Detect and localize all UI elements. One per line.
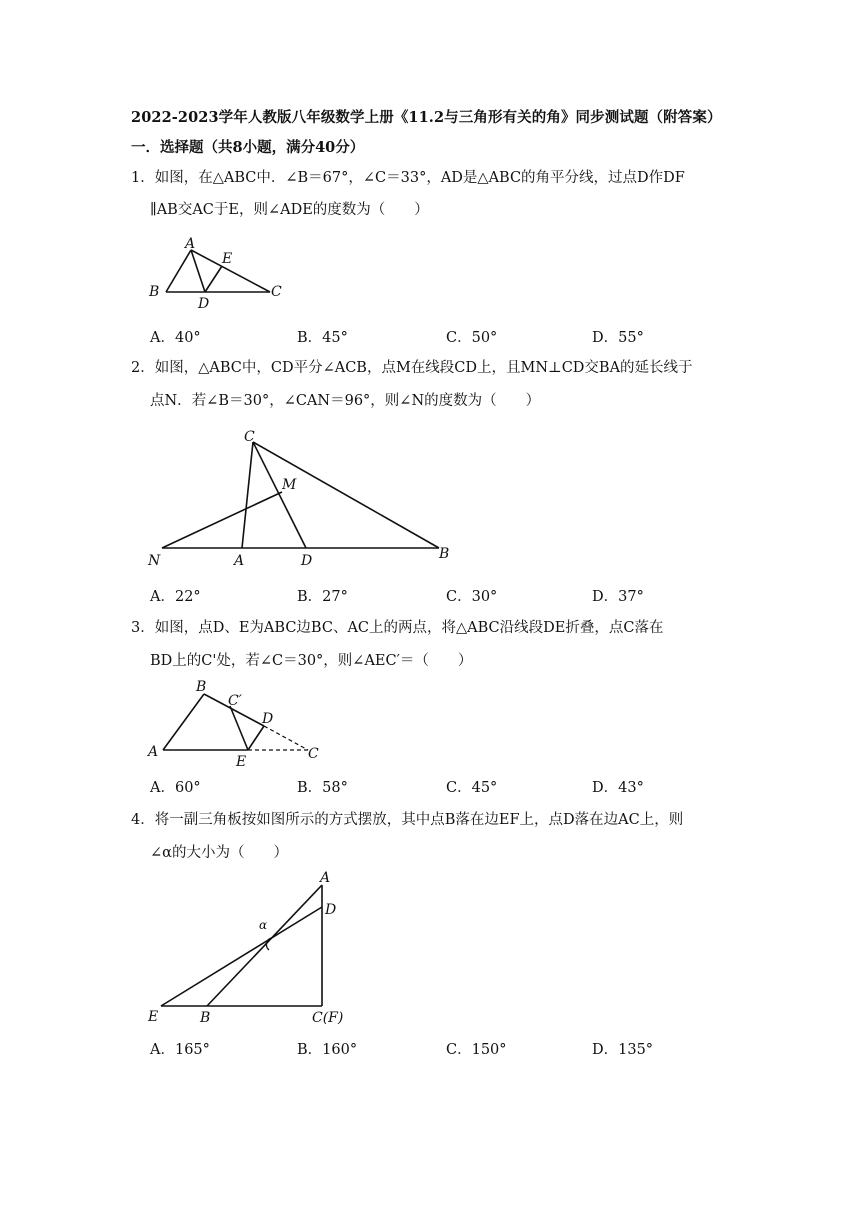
point-label-c: C xyxy=(271,284,282,300)
point-label-d: D xyxy=(262,711,274,727)
q4-option-a[interactable]: A．165° xyxy=(150,1042,210,1058)
point-label-a: A xyxy=(148,744,159,760)
q3-option-d[interactable]: D．43° xyxy=(592,780,644,796)
question-4-figure xyxy=(140,865,370,1030)
question-3-line-1: 3．如图，点D、E为ABC边BC、AC上的两点，将△ABC沿线段DE折叠，点C落在 xyxy=(131,620,664,636)
question-1-figure xyxy=(140,230,300,312)
question-4-line-2: ∠α的大小为（ ） xyxy=(150,845,288,861)
q2-option-b[interactable]: B．27° xyxy=(297,589,348,605)
question-4-line-1: 4．将一副三角板按如图所示的方式摆放，其中点B落在边EF上，点D落在边AC上，则 xyxy=(131,812,684,828)
angle-label-alpha: α xyxy=(259,918,268,932)
segment-ca xyxy=(242,442,253,548)
q3-option-b[interactable]: B．58° xyxy=(297,780,348,796)
q1-option-a[interactable]: A．40° xyxy=(150,330,201,346)
q1-option-d[interactable]: D．55° xyxy=(592,330,644,346)
point-label-c: C xyxy=(308,746,319,762)
q3-option-c[interactable]: C．45° xyxy=(446,780,498,796)
point-label-e: E xyxy=(236,754,247,770)
question-3-figure xyxy=(140,675,340,770)
q2-option-c[interactable]: C．30° xyxy=(446,589,498,605)
question-2-figure xyxy=(140,425,460,570)
point-label-n: N xyxy=(148,553,161,569)
q4-option-b[interactable]: B．160° xyxy=(297,1042,358,1058)
point-label-e: E xyxy=(222,251,233,267)
question-2-line-2: 点N．若∠B＝30°，∠CAN＝96°，则∠N的度数为（ ） xyxy=(150,393,541,409)
point-label-a: A xyxy=(185,236,196,252)
point-label-a: A xyxy=(234,553,245,569)
point-label-b: B xyxy=(149,284,160,300)
question-3-line-2: BD上的C'处，若∠C＝30°，则∠AEC′＝（ ） xyxy=(150,653,473,669)
point-label-b: B xyxy=(200,1010,211,1026)
point-label-a: A xyxy=(320,870,331,886)
question-1-line-2: ∥AB交AC于E，则∠ADE的度数为（ ） xyxy=(150,202,429,218)
point-label-cf: C(F) xyxy=(312,1010,344,1026)
segment-dc-dashed xyxy=(264,726,308,750)
point-label-m: M xyxy=(282,477,297,493)
point-label-e: E xyxy=(148,1009,159,1025)
segment-de xyxy=(248,726,264,750)
q3-option-a[interactable]: A．60° xyxy=(150,780,201,796)
point-label-b: B xyxy=(196,679,207,695)
q1-option-c[interactable]: C．50° xyxy=(446,330,498,346)
point-label-d: D xyxy=(301,553,313,569)
segment-cb xyxy=(253,442,439,548)
point-label-b: B xyxy=(439,546,450,562)
q1-option-b[interactable]: B．45° xyxy=(297,330,348,346)
segment-ed xyxy=(161,907,322,1006)
q4-option-d[interactable]: D．135° xyxy=(592,1042,654,1058)
q2-option-a[interactable]: A．22° xyxy=(150,589,201,605)
question-1-line-1: 1．如图，在△ABC中．∠B＝67°，∠C＝33°，AD是△ABC的角平分线，过点D作DF xyxy=(131,170,685,186)
q2-option-d[interactable]: D．37° xyxy=(592,589,644,605)
segment-ab xyxy=(163,694,204,750)
segment-nm xyxy=(162,492,282,548)
segment-ab xyxy=(166,250,191,292)
section-heading: 一．选择题（共8小题，满分40分） xyxy=(131,139,365,156)
question-2-line-1: 2．如图，△ABC中，CD平分∠ACB，点M在线段CD上，且MN⊥CD交BA的延长线于 xyxy=(131,360,693,376)
segment-ba xyxy=(207,885,322,1006)
segment-de xyxy=(205,266,222,292)
document-title: 2022-2023学年人教版八年级数学上册《11.2与三角形有关的角》同步测试题（附答案） xyxy=(131,109,722,126)
q4-option-c[interactable]: C．150° xyxy=(446,1042,507,1058)
point-label-c-prime: C′ xyxy=(228,693,242,709)
point-label-c: C xyxy=(244,429,255,445)
point-label-d: D xyxy=(198,296,210,312)
point-label-d: D xyxy=(325,902,337,918)
